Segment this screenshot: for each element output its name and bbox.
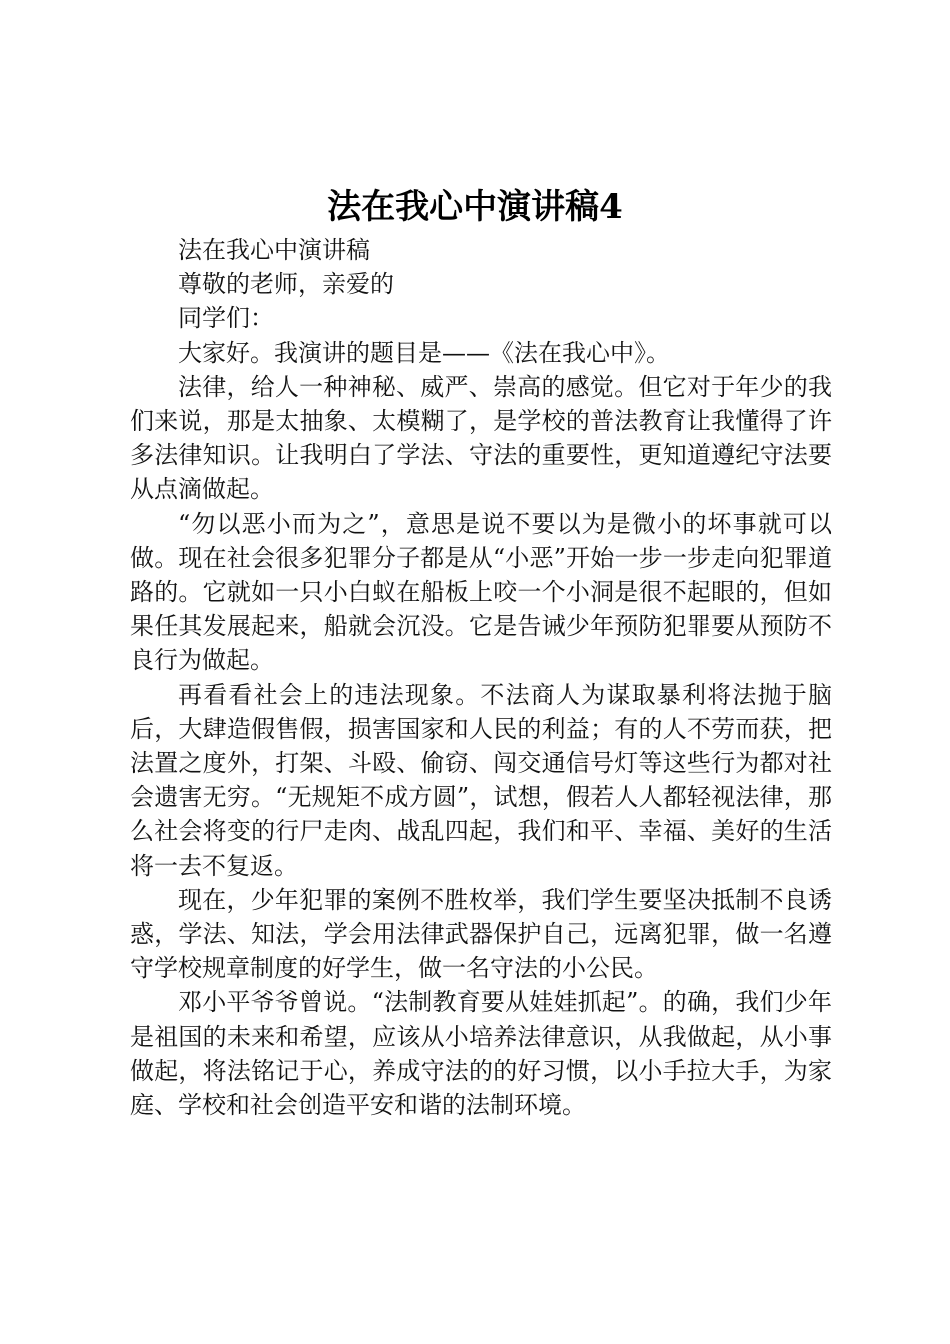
- paragraph-salutation: 尊敬的老师，亲爱的: [178, 270, 394, 299]
- paragraph-body: 邓小平爷爷曾说。“法制教育要从娃娃抓起”。的确，我们少年是祖国的未来和希望，应该从小培养法律意识，从我做起，从小事做起，将法铭记于心，养成守法的的好习惯，以小手拉大手，为家庭、学校和社会创造平安和谐的法制环境。: [130, 988, 832, 1120]
- paragraph-salutation-continued: 同学们：: [178, 304, 274, 333]
- paragraph-subtitle: 法在我心中演讲稿: [178, 236, 370, 264]
- paragraph-body: “勿以恶小而为之”，意思是说不要以为是微小的坏事就可以做。现在社会很多犯罪分子都是从“小恶”开始一步一步走向犯罪道路的。它就如一只小白蚁在船板上咬一个小洞是很不起眼的，但如果任其发展起来，船就会沉没。它是告诫少年预防犯罪要从预防不良行为做起。: [130, 509, 832, 675]
- document-title: 法在我心中演讲稿4: [327, 187, 623, 227]
- paragraph-body: 再看看社会上的违法现象。不法商人为谋取暴利将法抛于脑后，大肆造假售假，损害国家和人民的利益；有的人不劳而获，把法置之度外，打架、斗殴、偷窃、闯交通信号灯等这些行为都对社会遗害无穷。“无规矩不成方圆”，试想，假若人人都轻视法律，那么社会将变的行尸走肉、战乱四起，我们和平、幸福、美好的生活将一去不复返。: [130, 680, 832, 880]
- document-body: [130, 233, 832, 1122]
- paragraph-greeting: 大家好。我演讲的题目是——《法在我心中》。: [178, 338, 670, 367]
- paragraph-body: 现在，少年犯罪的案例不胜枚举，我们学生要坚决抵制不良诱惑，学法、知法，学会用法律武器保护自己，远离犯罪，做一名遵守学校规章制度的好学生，做一名守法的小公民。: [130, 885, 832, 983]
- paragraph-body: 法律，给人一种神秘、威严、崇高的感觉。但它对于年少的我们来说，那是太抽象、太模糊了，是学校的普法教育让我懂得了许多法律知识。让我明白了学法、守法的重要性，更知道遵纪守法要从点滴做起。: [130, 372, 832, 504]
